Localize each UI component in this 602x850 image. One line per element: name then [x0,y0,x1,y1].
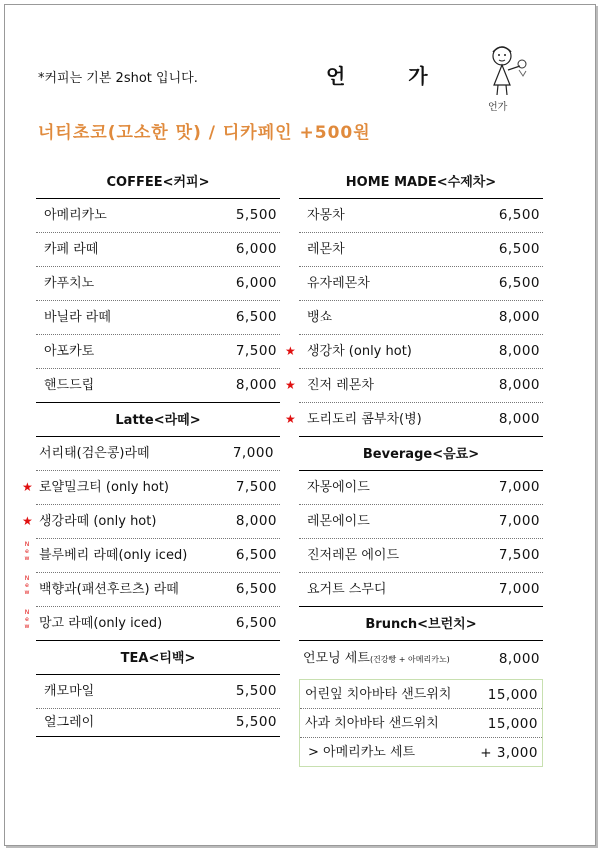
menu-item: 요거트 스무디 7,000 [299,573,543,607]
menu-item: 바닐라 라떼 6,500 [36,301,280,335]
menu-item: 진저레몬 에이드 7,500 [299,539,543,573]
set-detail: (건강빵 + 아메리카노) [369,655,450,664]
menu-item: 유자레몬차 6,500 [299,267,543,301]
section-homemade-title: HOME MADE<수제차> [299,165,543,199]
promo-decaf: / 디카페인 +500원 [201,123,371,143]
menu-item: ★ 생강차 (only hot) 8,000 [299,335,543,369]
star-icon: ★ [285,344,296,358]
menu-item: ★ 로얄밀크티 (only hot) 7,500 [36,471,280,505]
star-icon: ★ [285,412,296,426]
shot-note: *커피는 기본 2shot 입니다. [38,71,198,86]
logo-text: 언가 [488,102,508,113]
shop-title: 언 가 [326,64,456,88]
star-icon: ★ [22,514,33,528]
star-icon: ★ [22,480,33,494]
menu-item: ★ 도리도리 콤부차(병) 8,000 [299,403,543,436]
menu-item: New 백향과(패션후르츠) 라떼 6,500 [36,573,280,607]
menu-item: 카푸치노 6,000 [36,267,280,301]
section-coffee-title: COFFEE<커피> [36,165,280,199]
section-beverage-title: Beverage<음료> [299,436,543,471]
menu-item: 핸드드립 8,000 [36,369,280,403]
section-brunch-title: Brunch<브런치> [299,607,543,641]
promo-nutty-choco: 너티초코(고소한 맛) [38,123,202,143]
menu-item: 레몬차 6,500 [299,233,543,267]
menu-item: 카페 라떼 6,000 [36,233,280,267]
right-column [285,165,543,767]
menu-item: 얼그레이 5,500 [36,709,280,737]
menu-item: 사과 치아바타 샌드위치 15,000 [300,709,542,738]
brunch-box [299,679,543,767]
menu-item: New 망고 라떼(only iced) 6,500 [36,607,280,641]
menu-item: 언모닝 세트(건강빵 + 아메리카노) 8,000 [303,651,540,667]
new-badge: New [24,541,30,562]
menu-item: 레몬에이드 7,000 [299,505,543,539]
menu-item: 뱅쇼 8,000 [299,301,543,335]
menu-item: 어린잎 치아바타 샌드위치 15,000 [300,680,542,709]
menu-item: New 블루베리 라떼(only iced) 6,500 [36,539,280,573]
menu-item: 아메리카노 5,500 [36,199,280,233]
menu-item: > 아메리카노 세트 + 3,000 [308,745,538,761]
new-badge: New [24,575,30,596]
menu-item: 자몽차 6,500 [299,199,543,233]
star-icon: ★ [285,378,296,392]
section-latte-title: Latte<라떼> [36,403,280,437]
promo-line [38,118,371,143]
new-badge: New [24,609,30,630]
menu-item: 캐모마일 5,500 [36,675,280,709]
menu-item: 자몽에이드 7,000 [299,471,543,505]
menu-item: 서리태(검은콩)라떼 7,000 [36,437,280,471]
section-tea-title: TEA<티백> [36,641,280,675]
menu-item: ★ 진저 레몬차 8,000 [299,369,543,403]
menu-item: ★ 생강라떼 (only hot) 8,000 [36,505,280,539]
left-column [22,165,280,737]
menu-item: 아포카토 7,500 [36,335,280,369]
